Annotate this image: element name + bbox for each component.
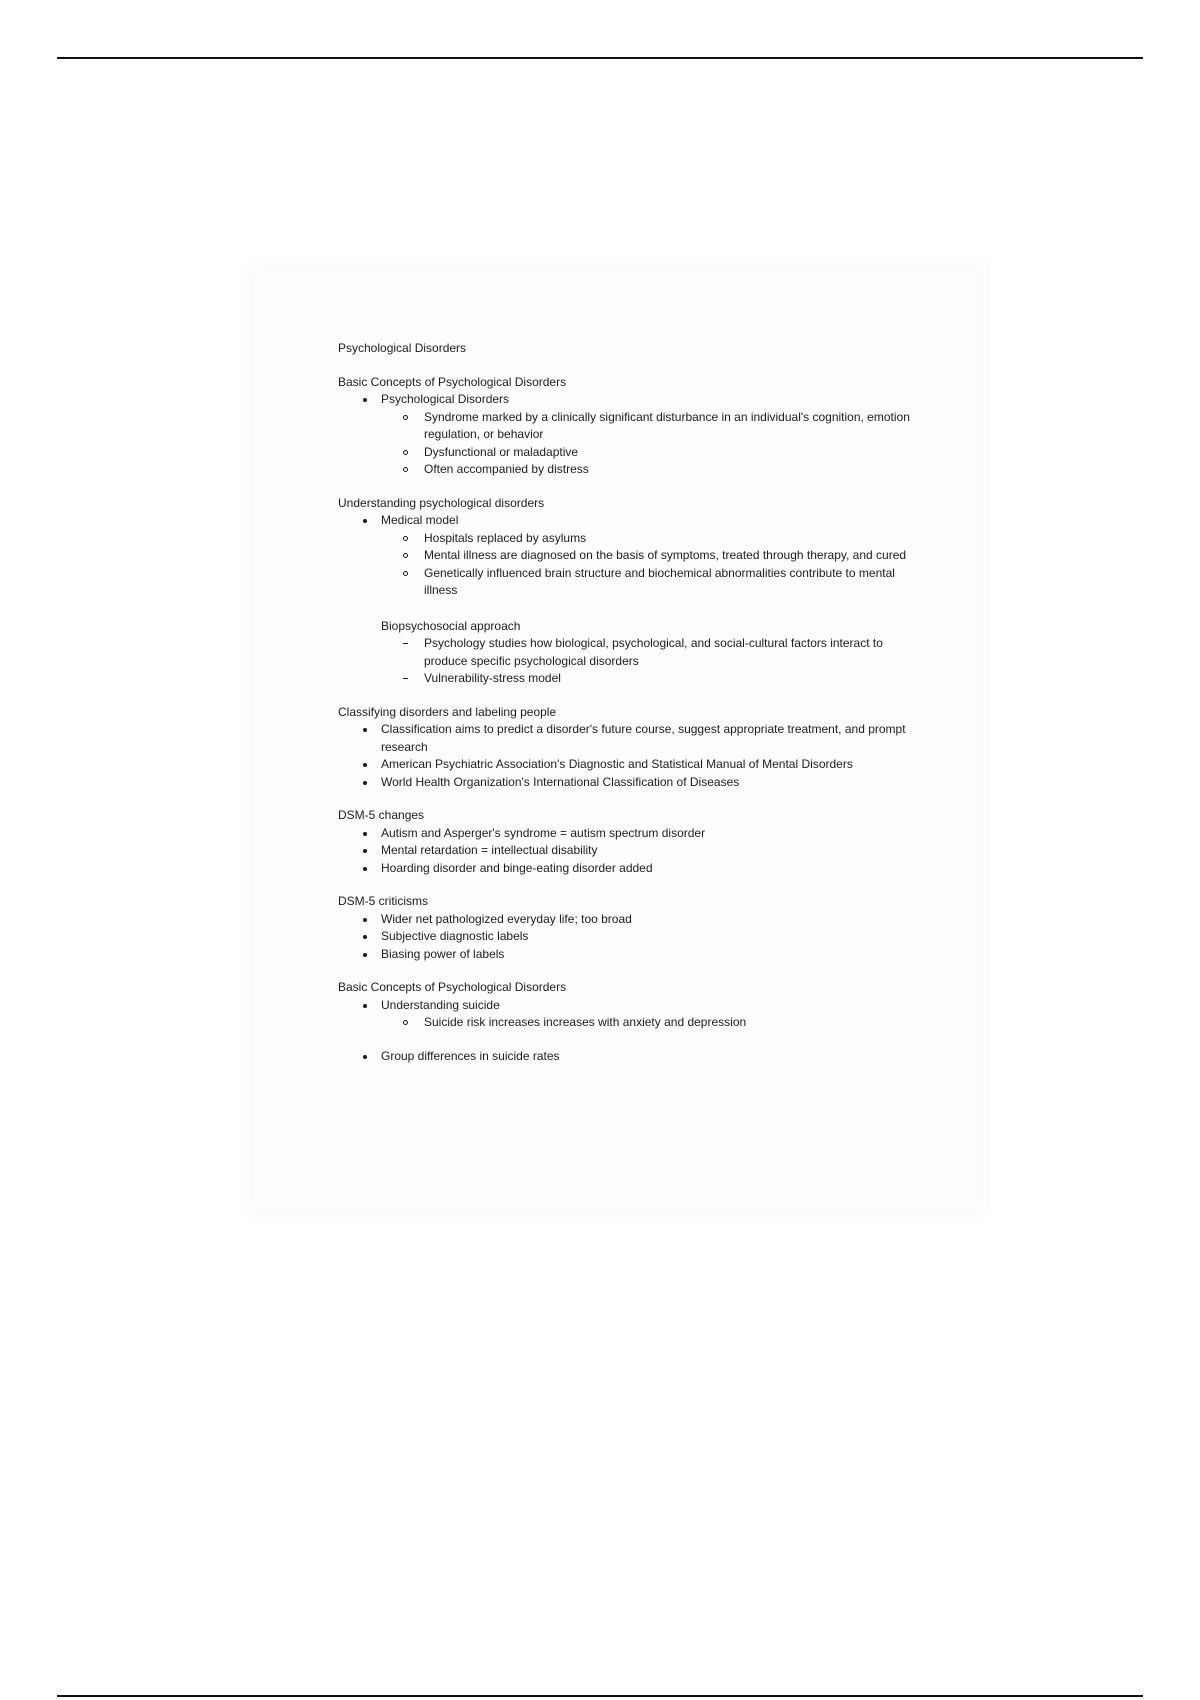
sub-list-item: Mental illness are diagnosed on the basis of symptoms, treated through therapy, and cured <box>381 547 918 565</box>
document-title: Psychological Disorders <box>338 341 467 355</box>
bullet-list <box>338 721 918 791</box>
list-item-text: Medical model <box>381 513 459 527</box>
list-item: Wider net pathologized everyday life; too broad <box>338 911 918 929</box>
sub-list-item: Often accompanied by distress <box>381 461 918 479</box>
sub-list-item: Hospitals replaced by asylums <box>381 530 918 548</box>
section-heading: Understanding psychological disorders <box>338 495 545 510</box>
sub-list <box>381 1014 918 1032</box>
list-item <box>338 997 918 1032</box>
section-heading: Basic Concepts of Psychological Disorders <box>338 374 567 389</box>
section-heading: DSM-5 criticisms <box>338 894 428 908</box>
top-divider <box>57 57 1143 59</box>
section-understanding-disorders <box>338 495 918 688</box>
list-item: Hoarding disorder and binge-eating disorder added <box>338 860 918 878</box>
bullet-list <box>338 997 918 1066</box>
bullet-list <box>338 825 918 878</box>
sub-list-item: Dysfunctional or maladaptive <box>381 444 918 462</box>
section-heading: Basic Concepts of Psychological Disorders <box>338 980 567 994</box>
list-item <box>338 391 918 479</box>
dash-list-item: Psychology studies how biological, psychological, and social-cultural factors interact to produce specific psychological disorders <box>381 635 918 670</box>
document-content <box>338 340 918 1081</box>
list-item-text: Understanding suicide <box>381 997 500 1012</box>
list-item: Classification aims to predict a disorder's future course, suggest appropriate treatment, and prompt research <box>338 721 918 756</box>
list-item: Biasing power of labels <box>338 946 918 964</box>
sub-list <box>381 409 918 479</box>
list-item: Autism and Asperger's syndrome = autism spectrum disorder <box>338 825 918 843</box>
section-suicide <box>338 979 918 1065</box>
section-classifying-disorders <box>338 704 918 792</box>
list-item: Subjective diagnostic labels <box>338 928 918 946</box>
list-item-text: Psychological Disorders <box>381 392 510 406</box>
dash-list-item: Vulnerability-stress model <box>381 670 918 688</box>
section-dsm5-changes <box>338 807 918 877</box>
bullet-list <box>338 512 918 600</box>
section-basic-concepts <box>338 374 918 479</box>
list-item: Group differences in suicide rates <box>338 1048 918 1066</box>
list-item: Mental retardation = intellectual disability <box>338 842 918 860</box>
section-dsm5-criticisms <box>338 893 918 963</box>
section-heading: DSM-5 changes <box>338 808 425 822</box>
subsection-heading: Biopsychosocial approach <box>381 618 521 633</box>
bullet-list <box>338 391 918 479</box>
list-item: American Psychiatric Association's Diagnostic and Statistical Manual of Mental Disorders <box>338 756 918 774</box>
list-item <box>338 512 918 600</box>
sub-list-item: Suicide risk increases increases with anxiety and depression <box>381 1014 918 1032</box>
sub-list <box>381 530 918 600</box>
list-item: World Health Organization's International Classification of Diseases <box>338 774 918 792</box>
dash-list <box>338 635 918 688</box>
bottom-divider <box>57 1695 1143 1697</box>
section-heading: Classifying disorders and labeling people <box>338 704 557 719</box>
bullet-list <box>338 911 918 964</box>
sub-list-item: Genetically influenced brain structure and biochemical abnormalities contribute to mental illness <box>381 565 918 600</box>
sub-list-item: Syndrome marked by a clinically significant disturbance in an individual's cognition, emotion regulation, or behavior <box>381 409 918 444</box>
